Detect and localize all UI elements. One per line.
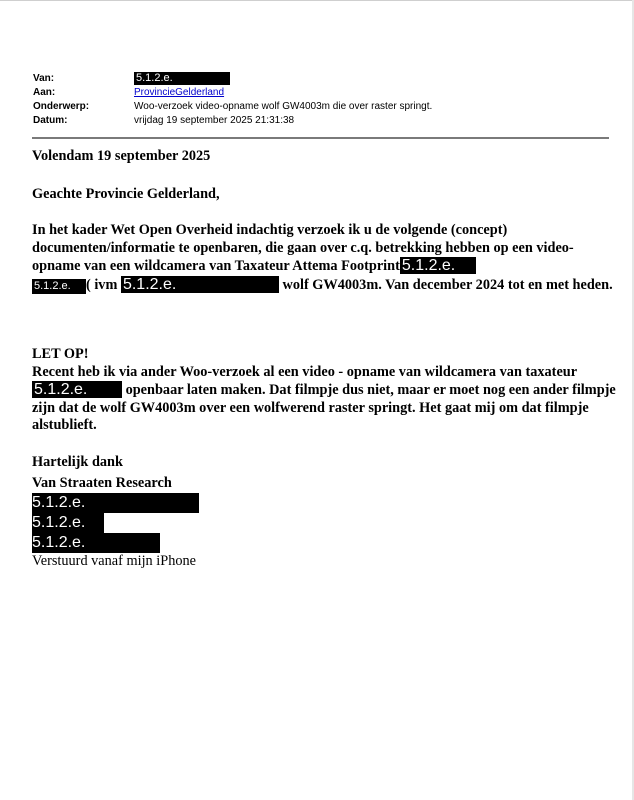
letter-body xyxy=(32,148,617,570)
redaction-signature-2: 5.1.2.e. xyxy=(32,513,104,533)
notice-text-b: openbaar laten maken. Dat filmpje dus niet, maar er moet nog een ander filmpje zijn dat de wolf GW4003m over een wolfwerend raster springt. Het gaat mij om dat filmpje alstublieft. xyxy=(32,382,616,433)
redaction-signature-1: 5.1.2.e. xyxy=(32,493,199,513)
request-text-c: wolf GW4003m. Van december 2024 tot en met heden. xyxy=(282,276,613,293)
request-text-b: ( ivm xyxy=(86,276,118,293)
subject-value: Woo-verzoek video-opname wolf GW4003m die over raster springt. xyxy=(134,101,433,112)
signature-name: Van Straaten Research xyxy=(32,475,172,491)
notice-text-a: Recent heb ik via ander Woo-verzoek al een video - opname van wildcamera van taxateur xyxy=(32,363,578,380)
redaction-from: 5.1.2.e. xyxy=(134,72,230,85)
page-top-border xyxy=(0,0,634,1)
signature-line-2 xyxy=(32,513,617,533)
from-label: Van: xyxy=(33,73,55,84)
redaction-footprint: 5.1.2.e. xyxy=(400,257,476,274)
header-separator xyxy=(32,137,609,139)
date-label: Datum: xyxy=(33,115,68,126)
request-paragraph xyxy=(32,222,617,294)
signature-redactions xyxy=(32,493,617,553)
from-value xyxy=(134,72,230,86)
closing-thanks: Hartelijk dank xyxy=(32,453,123,470)
subject-label: Onderwerp: xyxy=(33,101,90,112)
sent-from-line: Verstuurd vanaf mijn iPhone xyxy=(32,552,196,569)
redaction-signature-3: 5.1.2.e. xyxy=(32,533,160,553)
greeting: Geachte Provincie Gelderland, xyxy=(32,185,220,202)
signature-line-3 xyxy=(32,533,617,553)
to-link[interactable]: ProvincieGelderland xyxy=(134,87,225,98)
redaction-ivm: 5.1.2.e. xyxy=(121,276,279,293)
letter-date: Volendam 19 september 2025 xyxy=(32,148,211,164)
redaction-small: 5.1.2.e. xyxy=(32,279,86,294)
date-value: vrijdag 19 september 2025 21:31:38 xyxy=(134,115,295,126)
request-text-a: In het kader Wet Open Overheid indachtig verzoek ik u de volgende (concept) documenten/informatie te openbaren, die gaan over c.q. betrekking hebben op een video-opname van een wildcamera van Taxateur Attema Footprint xyxy=(32,222,574,274)
redaction-taxateur: 5.1.2.e. xyxy=(32,381,122,398)
notice-paragraph xyxy=(32,364,617,435)
to-label: Aan: xyxy=(33,87,56,98)
notice-heading: LET OP! xyxy=(32,346,89,362)
signature-line-1 xyxy=(32,493,617,513)
